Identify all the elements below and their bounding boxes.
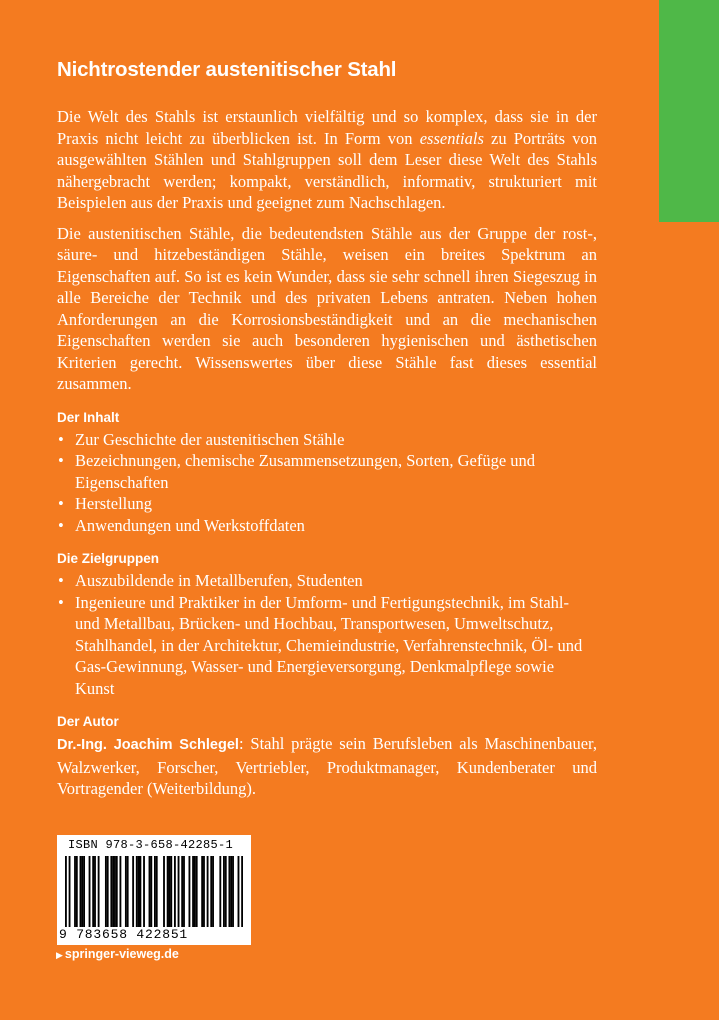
barcode-bar	[219, 856, 221, 928]
barcode-bar	[107, 856, 109, 928]
description-paragraph: Die austenitischen Stähle, die bedeutendsten Stähle aus der Gruppe der rost-, säure- und hitzebeständigen Stähle, weisen ein breites Spektrum an Eigenschaften auf. So ist es kein Wunder, dass sie sehr schnell ihren Siegeszug in alle Bereiche der Technik und des privaten Lebens antraten. Neben hohen Anforderungen an die Korrosionsbeständigkeit und an die mechanischen Eigenschaften werden sie auch besonderen hygienischen und ästhetischen Kriterien gerecht. Wissenswertes über diese Stähle fast dieses essential zusammen.	[57, 223, 597, 393]
barcode-bar	[65, 856, 67, 928]
barcode-bar	[125, 856, 127, 928]
barcode-bar	[89, 856, 91, 928]
barcode-bar	[114, 856, 116, 928]
list-item: • Herstellung	[57, 493, 597, 515]
barcode-bar	[98, 856, 100, 928]
barcode-bar	[201, 856, 203, 928]
publisher-url: springer-vieweg.de	[64, 947, 179, 961]
barcode-bar	[210, 856, 212, 928]
barcode-bar	[112, 856, 114, 928]
green-color-tab	[659, 0, 719, 222]
barcode-bar	[139, 856, 141, 928]
audience-list	[57, 570, 597, 699]
barcode-bar	[238, 856, 240, 928]
barcode-bar	[150, 856, 152, 928]
barcode-digits: 9 783658 422851	[59, 927, 249, 942]
book-title: Nichtrostender austenitischer Stahl	[57, 58, 397, 81]
barcode-bar	[181, 856, 183, 928]
barcode-bar	[127, 856, 129, 928]
barcode-bar	[136, 856, 138, 928]
audience-heading: Die Zielgruppen	[57, 551, 160, 566]
list-item: • Auszubildende in Metallberufen, Studenten	[57, 570, 597, 592]
barcode-bar	[132, 856, 134, 928]
barcode-bar	[92, 856, 94, 928]
barcode-bar	[178, 856, 180, 928]
intro-text-end: zu Porträts von ausgewählten Stählen und Stahlgruppen soll dem Leser diese Welt des Stahls nähergebracht werden; kompakt, verständlich, informativ, strukturiert mit Beispielen aus der Praxis und geeignet zum Nachschlagen.	[57, 128, 597, 212]
barcode-bar	[169, 856, 171, 928]
barcode-bar	[207, 856, 209, 928]
contents-heading: Der Inhalt	[57, 409, 120, 425]
barcode-bar	[154, 856, 156, 928]
barcode-bar	[143, 856, 145, 928]
contents-list	[57, 429, 597, 537]
author-bio: : Stahl prägte sein Berufsleben als Maschinenbauer, Walzwerker, Forscher, Vertriebler, Produktmanager, Kundenberater und Vortragender (Weiterbildung).	[57, 734, 597, 798]
list-item: • Bezeichnungen, chemische Zusammensetzungen, Sorten, Gefüge und Eigenschaften	[57, 450, 597, 493]
list-item: • Anwendungen und Werkstoffdaten	[57, 515, 597, 537]
intro-paragraph	[57, 106, 597, 214]
barcode-bar	[69, 856, 71, 928]
intro-emphasis: essentials	[419, 128, 484, 148]
barcode-bar	[203, 856, 205, 928]
barcode-bar	[149, 856, 151, 928]
list-item: • Zur Geschichte der austenitischen Stähle	[57, 429, 597, 451]
back-cover-text	[57, 58, 597, 809]
isbn-barcode	[57, 835, 251, 945]
author-heading: Der Autor	[57, 714, 119, 729]
barcode-bar	[105, 856, 107, 928]
barcode-bar	[228, 856, 230, 928]
isbn-label: ISBN 978-3-658-42285-1	[68, 838, 234, 852]
barcode-bar	[225, 856, 227, 928]
barcode-bar	[163, 856, 165, 928]
barcode-bar	[119, 856, 121, 928]
barcode-bar	[192, 856, 194, 928]
barcode-bar	[116, 856, 118, 928]
barcode-bar	[170, 856, 172, 928]
barcode-bar	[194, 856, 196, 928]
barcode-bar	[110, 856, 112, 928]
barcode-bar	[167, 856, 169, 928]
publisher-link[interactable]	[56, 947, 179, 961]
barcode-bar	[81, 856, 83, 928]
barcode-bar	[138, 856, 140, 928]
barcode-bar	[230, 856, 232, 928]
barcode-bar	[183, 856, 185, 928]
barcode-bar	[223, 856, 225, 928]
barcode-bar	[232, 856, 234, 928]
barcode-bar	[80, 856, 82, 928]
barcode-bar	[241, 856, 243, 928]
barcode-bar	[156, 856, 158, 928]
arrow-right-icon: ▶	[56, 950, 63, 960]
barcode-bar	[189, 856, 191, 928]
barcode-bar	[74, 856, 76, 928]
author-paragraph	[57, 733, 597, 800]
barcode-bar	[174, 856, 176, 928]
intro-text-start: Die Welt des Stahls ist erstaunlich vielfältig und so komplex, dass sie in der Praxis nicht leicht zu überblicken ist. In Form von	[57, 107, 597, 148]
barcode-bars	[65, 856, 243, 928]
barcode-bar	[83, 856, 85, 928]
author-name: Dr.-Ing. Joachim Schlegel	[57, 737, 239, 753]
barcode-bar	[76, 856, 78, 928]
barcode-bar	[94, 856, 96, 928]
barcode-bar	[212, 856, 214, 928]
barcode-bar	[196, 856, 198, 928]
list-item: • Ingenieure und Praktiker in der Umform- und Fertigungstechnik, im Stahl- und Metallbau, Brücken- und Hochbau, Transportwesen, Umweltschutz, Stahlhandel, in der Architektur, Chemieindustrie, Verfahrenstechnik, Öl- und Gas-Gewinnung, Wasser- und Energieversorgung, Denkmalpflege sowie Kunst	[57, 592, 597, 700]
